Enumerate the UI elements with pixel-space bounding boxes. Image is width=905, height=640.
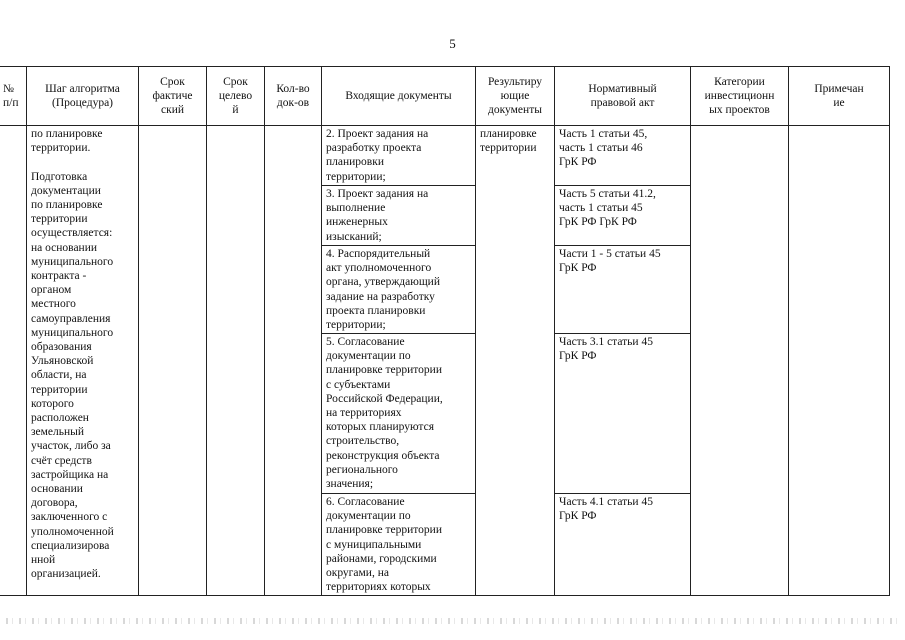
header-note: Примечан ие: [789, 67, 890, 126]
header-doc-count: Кол-во док-ов: [265, 67, 322, 126]
header-num: № п/п: [0, 67, 27, 126]
result-docs-cell: планировке территории: [476, 126, 555, 596]
investment-categories-cell: [691, 126, 789, 596]
incoming-doc-cell: 4. Распорядительный акт уполномоченного органа, утверждающий задание на разработку проекта планировки территории;: [322, 246, 476, 334]
page-number: 5: [449, 36, 456, 51]
algorithm-table: [0, 66, 890, 596]
header-incoming-docs: Входящие документы: [322, 67, 476, 126]
incoming-doc-cell: 2. Проект задания на разработку проекта планировки территории;: [322, 126, 476, 186]
header-target-term: Срок целево й: [207, 67, 265, 126]
target-term-cell: [207, 126, 265, 596]
incoming-doc-cell: 6. Согласование документации по планировке территории с муниципальными районами, городскими округами, на территориях которых: [322, 494, 476, 596]
header-step: Шаг алгоритма (Процедура): [27, 67, 139, 126]
scan-artifact-line: [6, 618, 901, 624]
header-normative-act: Нормативный правовой акт: [555, 67, 691, 126]
actual-term-cell: [139, 126, 207, 596]
normative-act-cell: Части 1 - 5 статьи 45 ГрК РФ: [555, 246, 691, 334]
normative-act-cell: Часть 1 статьи 45, часть 1 статьи 46 ГрК РФ: [555, 126, 691, 186]
header-row: [0, 67, 890, 126]
normative-act-cell: Часть 4.1 статьи 45 ГрК РФ: [555, 494, 691, 596]
header-result-docs: Результиру ющие документы: [476, 67, 555, 126]
incoming-doc-cell: 5. Согласование документации по планировке территории с субъектами Российской Федерации, на территориях которых планируются строительство, реконструкция объекта регионального значения;: [322, 334, 476, 494]
step-cell: по планировке территории. Подготовка документации по планировке территории осуществляется: на основании муниципального контракта - органом местного самоуправления муниципального образования Ульяновской области, на территории которого расположен земельный участок, либо за счёт средств застройщика на основании договора, заключенного с уполномоченной специализирова нной организацией.: [27, 126, 139, 596]
header-investment-categories: Категории инвестиционн ых проектов: [691, 67, 789, 126]
note-cell: [789, 126, 890, 596]
doc-count-cell: [265, 126, 322, 596]
header-actual-term: Срок фактиче ский: [139, 67, 207, 126]
num-cell: [0, 126, 27, 596]
table-row: [0, 126, 890, 186]
normative-act-cell: Часть 3.1 статьи 45 ГрК РФ: [555, 334, 691, 494]
normative-act-cell: Часть 5 статьи 41.2, часть 1 статьи 45 ГрК РФ ГрК РФ: [555, 186, 691, 246]
incoming-doc-cell: 3. Проект задания на выполнение инженерных изысканий;: [322, 186, 476, 246]
